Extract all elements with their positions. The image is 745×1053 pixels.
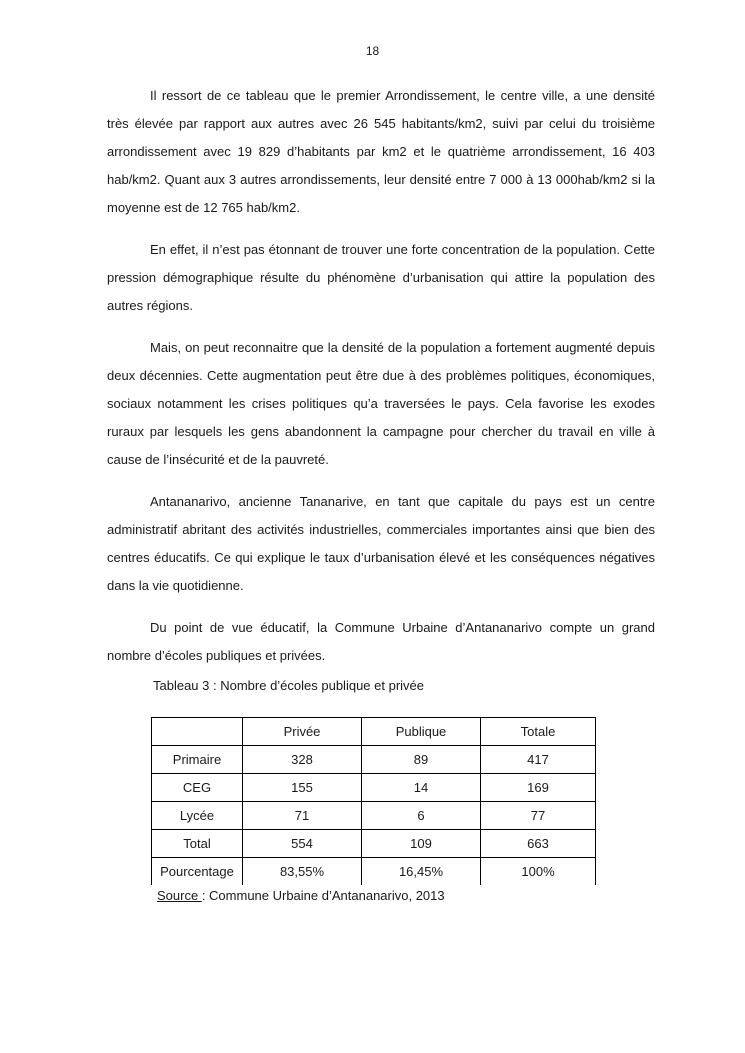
body-text xyxy=(107,82,655,684)
table-cell: 100% xyxy=(481,858,596,886)
table-cell: 16,45% xyxy=(362,858,481,886)
source-text: : Commune Urbaine d’Antananarivo, 2013 xyxy=(201,888,445,903)
table-row xyxy=(152,746,596,774)
table-header-cell: Publique xyxy=(362,718,481,746)
table-cell: Pourcentage xyxy=(152,858,243,886)
paragraph-4: Antananarivo, ancienne Tananarive, en tant que capitale du pays est un centre administratif abritant des activités industrielles, commerciales importantes ainsi que bien des centres éducatifs. Ce qui explique le taux d’urbanisation élevé et les conséquences négatives dans la vie quotidienne. xyxy=(107,494,655,593)
table-cell: 83,55% xyxy=(243,858,362,886)
table-cell: 6 xyxy=(362,802,481,830)
table-source xyxy=(157,888,445,903)
source-label: Source xyxy=(157,888,202,903)
schools-table xyxy=(151,717,596,885)
table-cell: 77 xyxy=(481,802,596,830)
table-cell: 417 xyxy=(481,746,596,774)
paragraph-1: Il ressort de ce tableau que le premier Arrondissement, le centre ville, a une densité très élevée par rapport aux autres avec 26 545 habitants/km2, suivi par celui du troisième arrondissement avec 19 829 d’habitants par km2 et le quatrième arrondissement, 16 403 hab/km2. Quant aux 3 autres arrondissements, leur densité entre 7 000 à 13 000hab/km2 si la moyenne est de 12 765 hab/km2. xyxy=(107,88,655,215)
table-cell: CEG xyxy=(152,774,243,802)
table-cell: 169 xyxy=(481,774,596,802)
table-caption: Tableau 3 : Nombre d’écoles publique et privée xyxy=(153,678,425,693)
table-cell: 14 xyxy=(362,774,481,802)
table-header-cell: Privée xyxy=(243,718,362,746)
table-row xyxy=(152,802,596,830)
table-row xyxy=(152,858,596,886)
table-header-cell: Totale xyxy=(481,718,596,746)
table-header-row xyxy=(152,718,596,746)
table-cell: 71 xyxy=(243,802,362,830)
table-cell: 328 xyxy=(243,746,362,774)
table-row xyxy=(152,774,596,802)
paragraph-3: Mais, on peut reconnaitre que la densité de la population a fortement augmenté depuis deux décennies. Cette augmentation peut être due à des problèmes politiques, économiques, sociaux notamment les crises politiques qu’a traversées le pays. Cela favorise les exodes ruraux par lesquels les gens abandonnent la campagne pour chercher du travail en ville à cause de l’insécurité et de la pauvreté. xyxy=(107,340,655,467)
page-number: 18 xyxy=(365,44,380,58)
table-cell: 89 xyxy=(362,746,481,774)
table-cell: 109 xyxy=(362,830,481,858)
table-cell: 554 xyxy=(243,830,362,858)
table-cell: 663 xyxy=(481,830,596,858)
table-cell: Total xyxy=(152,830,243,858)
table-header-cell xyxy=(152,718,243,746)
table-cell: Primaire xyxy=(152,746,243,774)
table-row xyxy=(152,830,596,858)
paragraph-2: En effet, il n’est pas étonnant de trouver une forte concentration de la population. Cette pression démographique résulte du phénomène d’urbanisation qui attire la population des autres régions. xyxy=(107,242,655,313)
paragraph-5: Du point de vue éducatif, la Commune Urbaine d’Antananarivo compte un grand nombre d’écoles publiques et privées. xyxy=(107,620,655,663)
table-cell: Lycée xyxy=(152,802,243,830)
table-cell: 155 xyxy=(243,774,362,802)
